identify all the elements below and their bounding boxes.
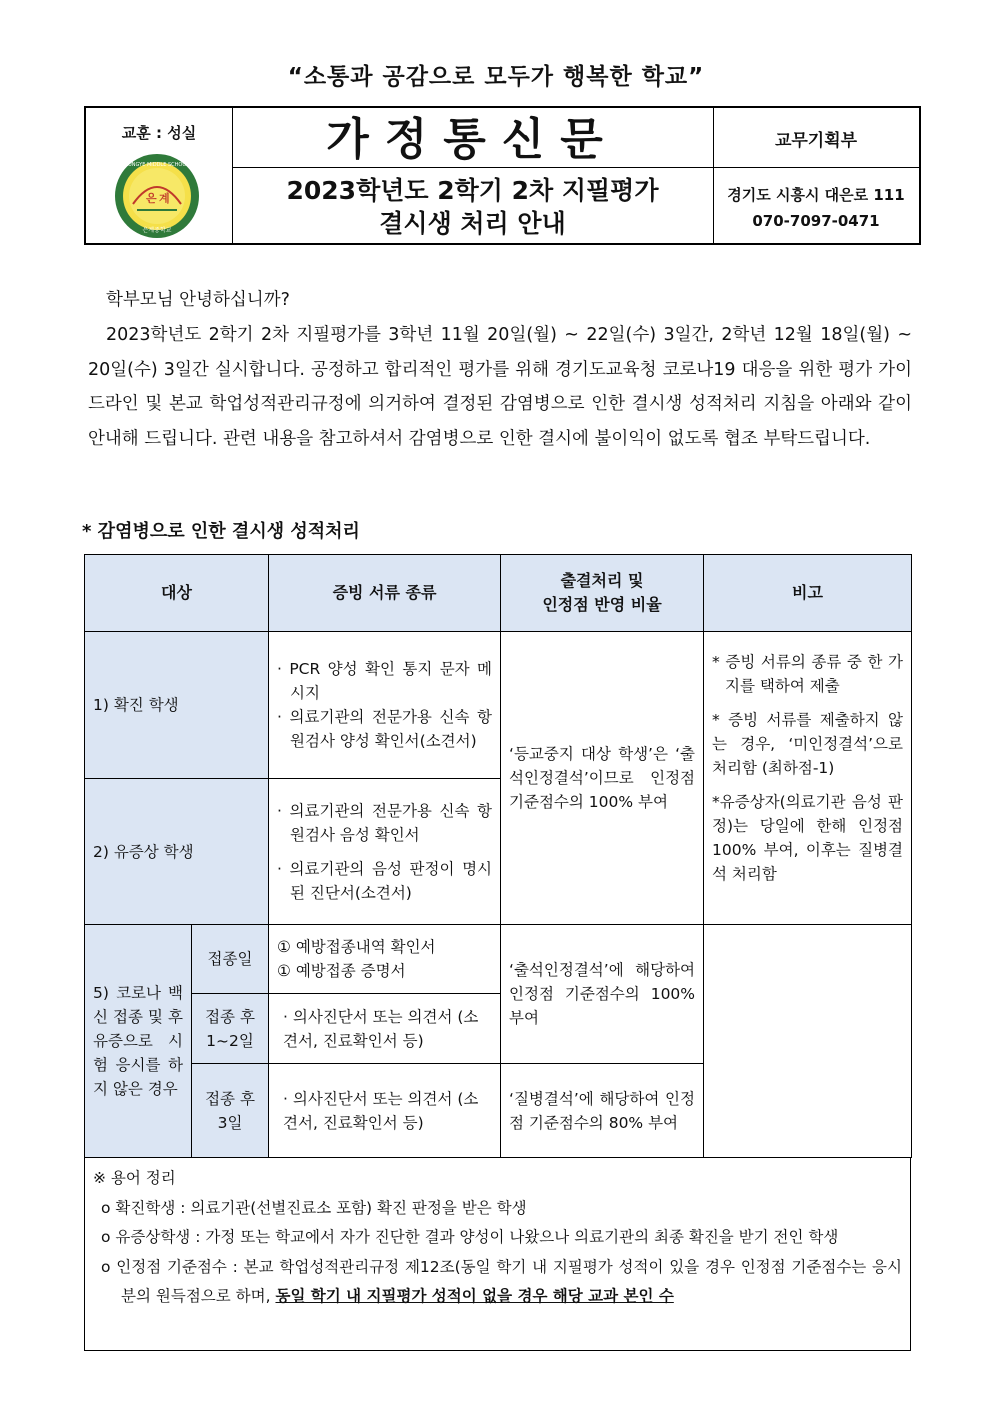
glossary-item-text: o 인정점 기준점수 : 본교 학업성적관리규정 제12조(동일 학기 내 지필평가 성적이 있을 경우 인정점 기준점수는 응시분의 원득점으로 하며, xyxy=(101,1257,902,1305)
remark-item: *유증상자(의료기관 음성 판정)는 당일에 한해 인정점 100% 부여, 이후는 질병결석 처리함 xyxy=(712,793,904,883)
section-title: * 감염병으로 인한 결시생 성적처리 xyxy=(82,521,360,542)
sub-after-3-days: 접종 후 3일 xyxy=(192,1064,269,1158)
glossary-title: ※ 용어 정리 xyxy=(93,1169,176,1187)
header-target: 대상 xyxy=(85,555,269,632)
attendance-vaccine-b: ‘질병결석’에 해당하여 인정점 기준점수의 80% 부여 xyxy=(501,1064,704,1158)
header-attendance-line-1: 출결처리 및 xyxy=(560,571,644,590)
remarks-rows-1-2 xyxy=(704,632,912,925)
docs-after-1-2-days: · 의사진단서 또는 의견서 (소견서, 진료확인서 등) xyxy=(269,994,501,1064)
target-confirmed: 1) 확진 학생 xyxy=(85,632,269,779)
doc-item: ① 예방접종내역 확인서 xyxy=(277,938,436,956)
newsletter-title: 가정통신문 xyxy=(326,114,619,165)
remarks-vaccine xyxy=(704,925,912,1158)
header-attendance-line-2: 인정점 반영 비율 xyxy=(542,595,662,614)
table-row xyxy=(85,925,912,994)
school-contact xyxy=(713,182,919,234)
glossary-item xyxy=(93,1253,902,1312)
remark-item: * 증빙 서류의 종류 중 한 가지를 택하여 제출 xyxy=(712,653,904,695)
intro-paragraph: 2023학년도 2학기 2차 지필평가를 3학년 11월 20일(월) ~ 22일(수) 3일간, 2학년 12월 18일(월) ~ 20일(수) 3일간 실시합니다. 공정하고 합리적인 평가를 위해 경기도교육청 코로나19 대응을 위한 평가 가이드라인 및 본교 학업성적관리규정에 의거하여 결정된 감염병으로 인한 결시생 성적처리 지침을 아래와 같이 안내해 드립니다. 관련 내용을 참고하셔서 감염병으로 인한 결시에 불이익이 없도록 협조 부탁드립니다. xyxy=(88,325,912,449)
subtitle-line-1: 2023학년도 2학기 2차 지필평가 xyxy=(286,176,659,205)
logo-char-right: 계 xyxy=(159,192,170,205)
greeting: 학부모님 안녕하십니까? xyxy=(106,290,290,310)
target-symptomatic: 2) 유증상 학생 xyxy=(85,779,269,925)
newsletter-subtitle xyxy=(232,174,713,240)
school-phone: 070-7097-0471 xyxy=(752,212,880,230)
attendance-rows-1-2: ‘등교중지 대상 학생’은 ‘출석인정결석’이므로 인정점 기준점수의 100% 부여 xyxy=(501,632,704,925)
doc-item: · 의료기관의 음성 판정이 명시된 진단서(소견서) xyxy=(277,859,493,902)
docs-vaccination-day xyxy=(269,925,501,994)
school-motto: 교훈 : 성실 xyxy=(121,124,197,142)
glossary-item: o 유증상학생 : 가정 또는 학교에서 자가 진단한 결과 양성이 나왔으나 의료기관의 최종 확진을 받기 전인 학생 xyxy=(101,1228,839,1246)
header-documents: 증빙 서류 종류 xyxy=(269,555,501,632)
doc-item: · PCR 양성 확인 통지 문자 메시지 xyxy=(277,660,493,702)
department-name: 교무기획부 xyxy=(774,131,858,151)
glossary-item: o 확진학생 : 의료기관(선별진료소 포함) 확진 판정을 받은 학생 xyxy=(101,1198,527,1217)
logo-char-left: 은 xyxy=(146,192,157,205)
school-logo xyxy=(113,152,201,240)
header-attendance xyxy=(501,555,704,632)
header-remarks: 비고 xyxy=(704,555,912,632)
school-slogan: “소통과 공감으로 모두가 행복한 학교” xyxy=(287,64,705,90)
docs-symptomatic xyxy=(269,779,501,925)
docs-confirmed xyxy=(269,632,501,779)
grading-table xyxy=(84,554,912,1158)
table-header-row xyxy=(85,555,912,632)
subtitle-line-2: 결시생 처리 안내 xyxy=(379,209,566,238)
target-vaccine: 5) 코로나 백신 접종 및 후유증으로 시험 응시를 하지 않은 경우 xyxy=(85,925,192,1158)
motto-cell xyxy=(86,108,233,243)
doc-item: ① 예방접종 증명서 xyxy=(277,962,406,980)
doc-item: · 의료기관의 전문가용 신속 항원검사 양성 확인서(소견서) xyxy=(277,708,493,750)
doc-item: · 의료기관의 전문가용 신속 항원검사 음성 확인서 xyxy=(277,801,493,844)
logo-bottom-text: 은계중학교 xyxy=(142,227,172,234)
sub-after-1-2-days: 접종 후 1~2일 xyxy=(192,994,269,1064)
logo-top-text: EUNGYE MIDDLE SCHOOL xyxy=(124,162,190,168)
school-address: 경기도 시흥시 대은로 111 xyxy=(727,186,905,204)
glossary-box xyxy=(84,1158,911,1351)
attendance-vaccine-a: ‘출석인정결석’에 해당하여 인정점 기준점수의 100% 부여 xyxy=(501,925,704,1064)
glossary-item-emphasis: 동일 학기 내 지필평가 성적이 없을 경우 해당 교과 본인 수 xyxy=(275,1287,674,1305)
docs-after-3-days: · 의사진단서 또는 의견서 (소견서, 진료확인서 등) xyxy=(269,1064,501,1158)
table-row xyxy=(85,632,912,779)
remark-item: * 증빙 서류를 제출하지 않는 경우, ‘미인정결석’으로 처리함 (최하점-1) xyxy=(712,711,904,777)
newsletter-header xyxy=(84,106,921,245)
sub-vaccination-day: 접종일 xyxy=(192,925,269,994)
